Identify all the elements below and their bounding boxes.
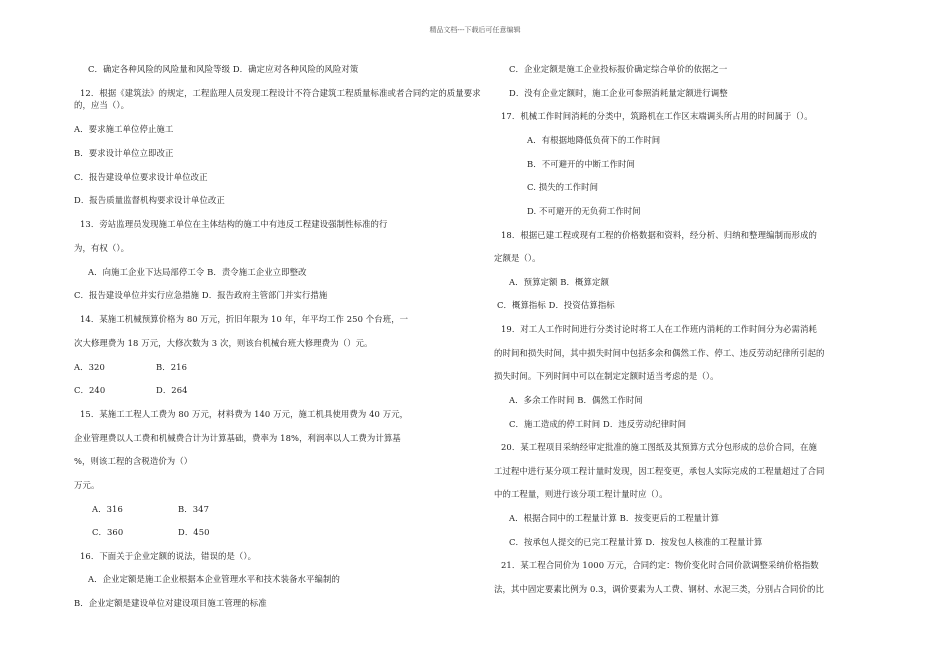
q21-stem-line1: 21．某工程合同价为 1000 万元，合同约定：物价变化时合同价款调整采纳价格指数 bbox=[501, 560, 819, 570]
q20-option-a-b: A．根据合同中的工程量计算 B．按变更后的工程量计算 bbox=[509, 513, 720, 523]
q17-option-d: D. 不可避开的无负荷工作时间 bbox=[527, 206, 641, 216]
q19-stem-line1: 19．对工人工作时间进行分类讨论时将工人在工作班内消耗的工作时间分为必需消耗 bbox=[501, 324, 817, 334]
q14-option-a: A．320 bbox=[74, 362, 105, 372]
q14-option-d: D．264 bbox=[156, 385, 188, 395]
q20-option-c-d: C．按承包人提交的已完工程量计算 D．按发包人核准的工程量计算 bbox=[509, 537, 763, 547]
q18-stem-line1: 18．根据已建工程或现有工程的价格数据和资料，经分析、归纳和整理编制而形成的 bbox=[501, 230, 817, 240]
q15-option-row-1 bbox=[92, 504, 209, 514]
q18-option-a-b: A．预算定额 B．概算定额 bbox=[509, 277, 609, 287]
q17-option-b: B．不可避开的中断工作时间 bbox=[527, 159, 635, 169]
q12-option-a: A．要求施工单位停止施工 bbox=[74, 124, 174, 134]
q14-option-b: B．216 bbox=[156, 362, 188, 372]
q12-stem-line1: 12．根据《建筑法》的规定，工程监理人员发现工程设计不符合建筑工程质量标准或者合同约定的质量要求 bbox=[80, 88, 481, 98]
q15-option-c: C．360 bbox=[92, 527, 124, 537]
q20-stem-line3: 中的工程量，则进行该分项工程计量时应（）。 bbox=[494, 489, 668, 499]
q13-stem-line1: 13．旁站监理员发现施工单位在主体结构的施工中有违反工程建设强制性标准的行 bbox=[80, 219, 388, 229]
q15-stem-line1: 15．某施工工程人工费为 80 万元，材料费为 140 万元，施工机具使用费为 40 万元， bbox=[80, 409, 409, 419]
q16-option-c: C．企业定额是施工企业投标报价确定综合单价的依据之一 bbox=[509, 64, 728, 74]
q19-option-c-d: C．施工造成的停工时间 D．违反劳动纪律时间 bbox=[509, 419, 687, 429]
q19-stem-line3: 损失时间。下列时间中可以在制定定额时适当考虑的是（）。 bbox=[494, 371, 719, 381]
q15-option-a: A．316 bbox=[92, 504, 123, 514]
q19-stem-line2: 的时间和损失时间，其中损失时间中包括多余和偶然工作、停工、违反劳动纪律所引起的 bbox=[494, 348, 825, 358]
q12-option-c: C．报告建设单位要求设计单位改正 bbox=[74, 172, 208, 182]
q14-stem-line2: 次大修理费为 18 万元，大修次数为 3 次，则该台机械台班大修理费为（）元。 bbox=[74, 338, 373, 348]
q16-option-a: A．企业定额是施工企业根据本企业管理水平和技术装备水平编制的 bbox=[88, 574, 340, 584]
q14-option-row-2 bbox=[74, 385, 188, 395]
q11-option-c-d: C．确定各种风险的风险量和风险等级 D．确定应对各种风险的风险对策 bbox=[88, 64, 359, 74]
q13-stem-line2: 为，有权（）。 bbox=[74, 243, 130, 253]
q18-stem-line2: 定额是（）。 bbox=[494, 253, 541, 263]
q13-option-a-b: A．向施工企业下达局部停工令 B．责令施工企业立即整改 bbox=[88, 267, 307, 277]
q15-stem-line4: 万元。 bbox=[74, 480, 100, 490]
q12-option-b: B．要求设计单位立即改正 bbox=[74, 148, 174, 158]
q12-stem-line2: 的，应当（）。 bbox=[74, 100, 130, 110]
q18-option-c-d: C．概算指标 D．投资估算指标 bbox=[497, 300, 615, 310]
q19-option-a-b: A．多余工作时间 B．偶然工作时间 bbox=[509, 395, 643, 405]
q14-option-row-1 bbox=[74, 362, 187, 372]
q15-stem-line2: 企业管理费以人工费和机械费合计为计算基础，费率为 18%，利润率以人工费为计算基 bbox=[74, 433, 401, 443]
q16-option-d: D．没有企业定额时，施工企业可参照消耗量定额进行调整 bbox=[509, 88, 728, 98]
q12-option-d: D．报告质量监督机构要求设计单位改正 bbox=[74, 195, 225, 205]
q15-stem-line3: %，则该工程的含税造价为（） bbox=[74, 456, 193, 466]
q15-option-row-2 bbox=[92, 527, 210, 537]
q16-option-b: B．企业定额是建设单位对建设项目施工管理的标准 bbox=[74, 598, 267, 608]
q14-option-c: C．240 bbox=[74, 385, 106, 395]
q21-stem-line2: 法，其中固定要素比例为 0.3，调价要素为人工费、钢材、水泥三类，分别占合同价的比 bbox=[494, 584, 824, 594]
q17-option-a: A．有根据地降低负荷下的工作时间 bbox=[527, 135, 661, 145]
q15-option-b: B．347 bbox=[178, 504, 210, 514]
q16-stem: 16．下面关于企业定额的说法，错误的是（）。 bbox=[80, 551, 257, 561]
q20-stem-line1: 20．某工程项目采纳经审定批准的施工图纸及其预算方式分包形成的总价合同，在施 bbox=[501, 442, 817, 452]
q20-stem-line2: 工过程中进行某分项工程计量时发现，因工程变更，承包人实际完成的工程量超过了合同 bbox=[494, 466, 825, 476]
q15-option-d: D．450 bbox=[178, 527, 210, 537]
page-header: 精品文档---下载后可任意编辑 bbox=[429, 26, 521, 34]
q17-stem: 17．机械工作时间消耗的分类中，筑路机在工作区末端调头所占用的时间属于（）。 bbox=[501, 111, 813, 121]
q17-option-c: C. 损失的工作时间 bbox=[527, 182, 599, 192]
q14-stem-line1: 14．某施工机械预算价格为 80 万元，折旧年限为 10 年，年平均工作 250 个台班，一 bbox=[80, 314, 409, 324]
right-column bbox=[475, 0, 875, 672]
q13-option-c-d: C．报告建设单位并实行应急措施 D．报告政府主管部门并实行措施 bbox=[74, 290, 328, 300]
